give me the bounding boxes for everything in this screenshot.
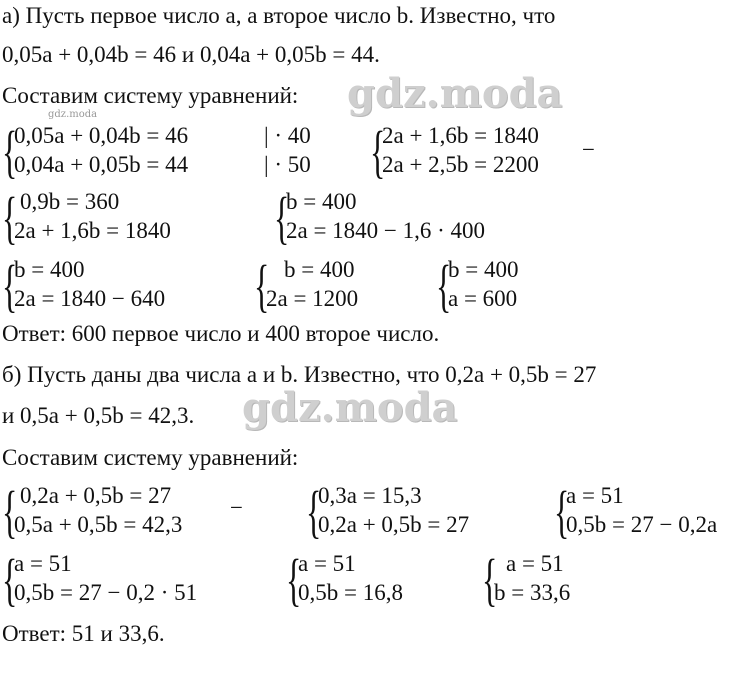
equation-row: b = 400 (284, 257, 355, 282)
equation-row: 2a + 1,6b = 1840 (14, 218, 171, 243)
equation-row: 2a = 1840 − 640 (14, 286, 166, 311)
curly-brace-icon: { (554, 479, 570, 544)
equation-row: 2a + 2,5b = 2200 (382, 152, 539, 177)
equation-row: 0,5b = 27 − 0,2a (566, 512, 718, 537)
equation-row: b = 33,6 (494, 580, 571, 605)
curly-brace-icon: { (254, 253, 270, 318)
part-a-system-3 (2, 185, 222, 250)
part-a-system-2 (370, 119, 590, 184)
equation-row: a = 51 (506, 551, 564, 576)
equation-row: 2a = 1200 (266, 286, 359, 311)
part-a-system-6 (254, 253, 394, 318)
multiplier-label: | · 40 (264, 123, 311, 148)
curly-brace-icon: { (2, 479, 18, 544)
equation-row: 0,05a + 0,04b = 46 (14, 123, 189, 148)
equation-row: 0,9b = 360 (20, 189, 120, 214)
part-b-system-1 (2, 479, 242, 544)
part-b-system-4 (2, 547, 252, 612)
curly-brace-icon: { (286, 547, 302, 612)
equation-row: a = 51 (14, 551, 72, 576)
curly-brace-icon: { (436, 253, 452, 318)
part-a-system-1 (2, 119, 242, 184)
watermark-logo: gdz.moda (347, 70, 563, 117)
part-b-system-6 (482, 547, 602, 612)
part-b-system-3 (554, 479, 752, 544)
multiplier-label: | · 50 (264, 152, 311, 177)
equation-row: a = 51 (298, 551, 356, 576)
curly-brace-icon: { (370, 119, 386, 184)
minus-operator: − (230, 495, 243, 520)
equation-row: b = 400 (286, 189, 357, 214)
part-a-answer: Ответ: 600 первое число и 400 второе число. (2, 321, 440, 346)
curly-brace-icon: { (2, 185, 18, 250)
part-a-compose-label: Составим систему уравнений: (2, 83, 299, 108)
minus-operator: − (582, 137, 595, 162)
equation-row: b = 400 (14, 257, 85, 282)
equation-row: 0,5a + 0,5b = 42,3 (14, 512, 183, 537)
curly-brace-icon: { (306, 479, 322, 544)
equation-row: 0,5b = 16,8 (298, 580, 403, 605)
part-b-answer: Ответ: 51 и 33,6. (2, 621, 165, 646)
equation-row: 0,5b = 27 − 0,2 · 51 (14, 580, 198, 605)
equation-row: 2a = 1840 − 1,6 · 400 (286, 218, 486, 243)
equation-row: 0,04a + 0,05b = 44 (14, 152, 189, 177)
curly-brace-icon: { (2, 119, 18, 184)
curly-brace-icon: { (482, 547, 498, 612)
watermark-logo: gdz.moda (242, 384, 458, 431)
part-a-intro-line2: 0,05a + 0,04b = 46 и 0,04a + 0,05b = 44. (2, 42, 380, 67)
part-b-intro-line2: и 0,5a + 0,5b = 42,3. (2, 403, 195, 428)
watermark-small: gdz.moda (48, 109, 98, 120)
equation-row: a = 51 (566, 483, 624, 508)
equation-row: 0,3a = 15,3 (318, 483, 422, 508)
part-b-system-5 (286, 547, 446, 612)
equation-row: 0,2a + 0,5b = 27 (20, 483, 172, 508)
part-a-intro-line1: а) Пусть первое число a, а второе число b. Известно, что (2, 3, 556, 28)
curly-brace-icon: { (274, 185, 290, 250)
curly-brace-icon: { (2, 253, 18, 318)
part-a-system-7 (436, 253, 556, 318)
equation-row: b = 400 (448, 257, 519, 282)
equation-row: a = 600 (448, 286, 518, 311)
equation-row: 0,2a + 0,5b = 27 (318, 512, 470, 537)
part-b-intro-line1: б) Пусть даны два числа a и b. Известно, что 0,2a + 0,5b = 27 (2, 362, 597, 387)
part-a-system-5 (2, 253, 222, 318)
part-a-system-4 (274, 185, 534, 250)
curly-brace-icon: { (2, 547, 18, 612)
equation-row: 2a + 1,6b = 1840 (382, 123, 539, 148)
part-b-system-2 (306, 479, 526, 544)
part-b-compose-label: Составим систему уравнений: (2, 445, 299, 470)
